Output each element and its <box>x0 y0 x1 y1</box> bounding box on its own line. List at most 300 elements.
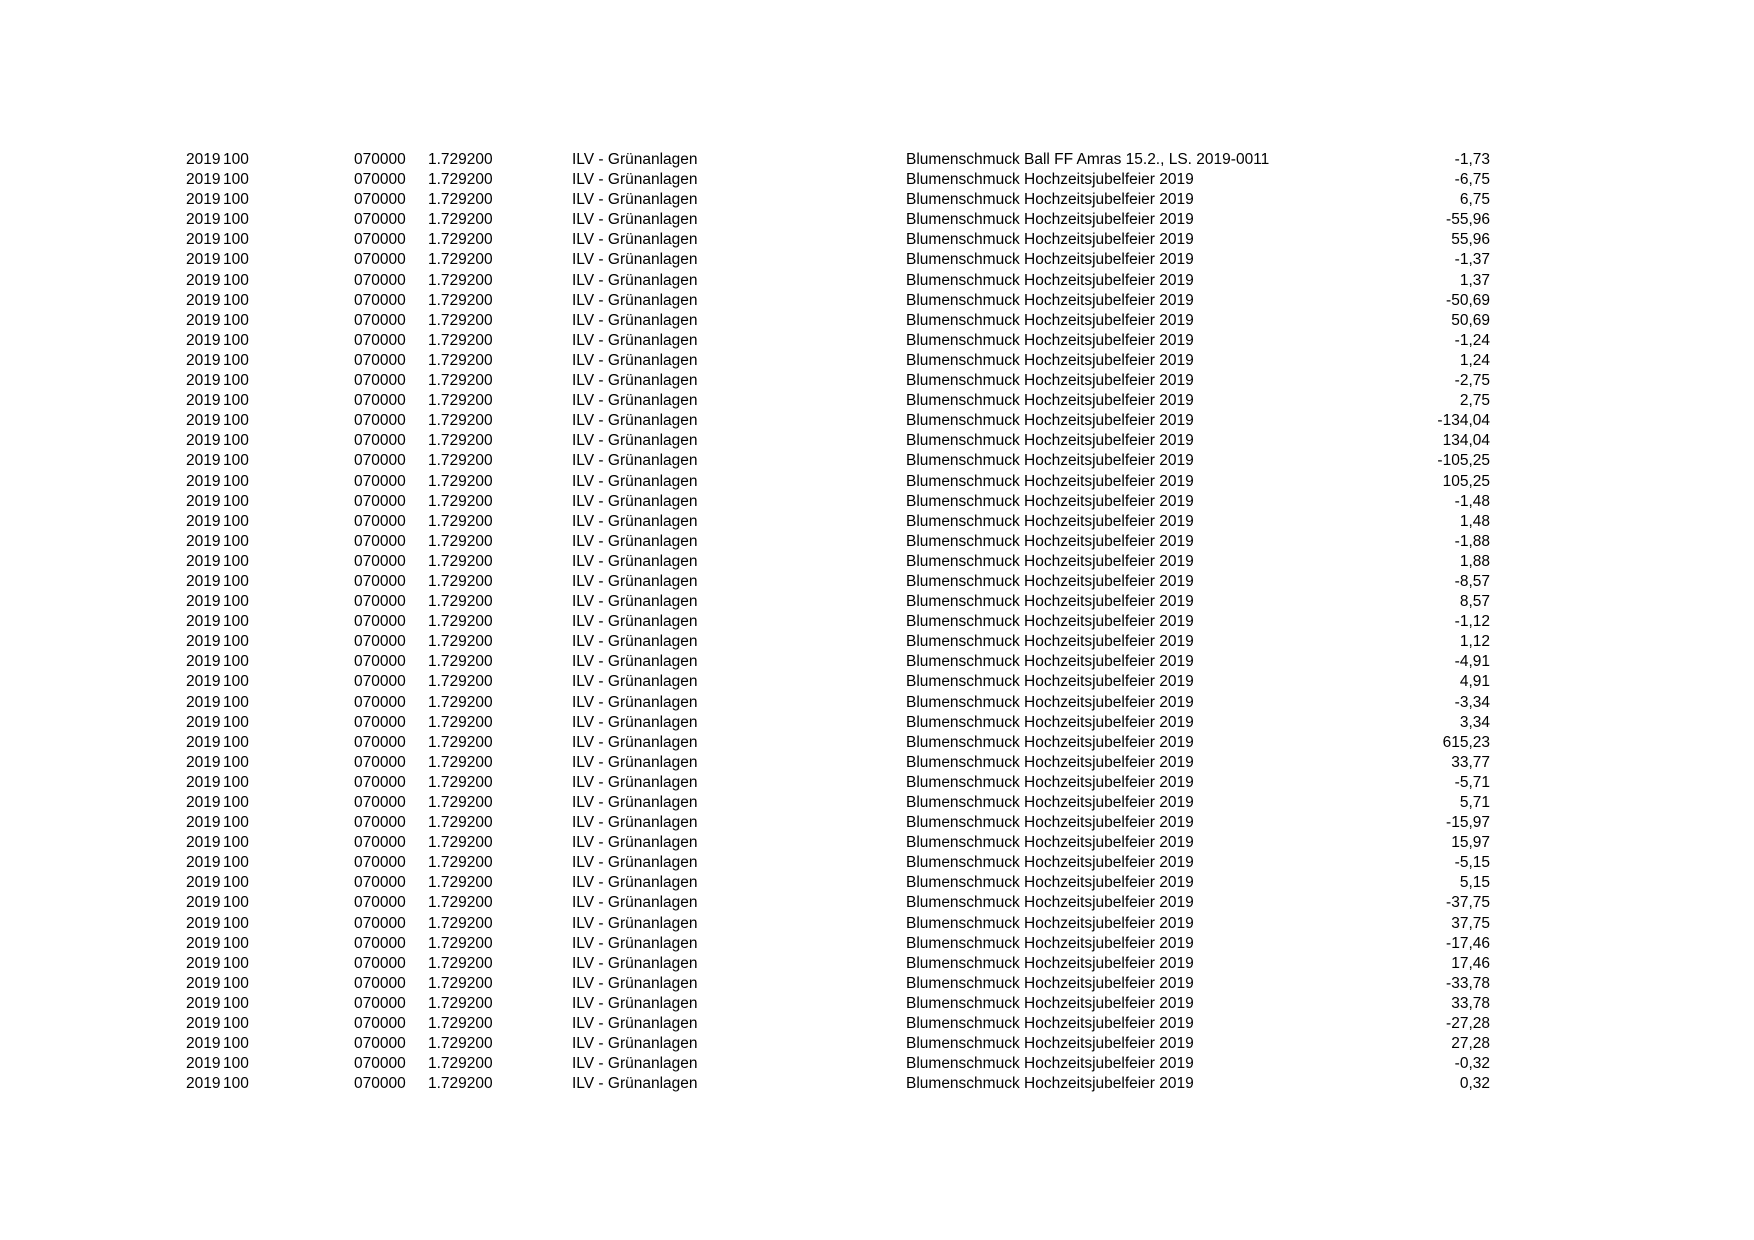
row-account: 1.729200 <box>428 633 493 651</box>
row-code: 100 <box>223 894 249 912</box>
row-year: 2019 <box>186 814 221 832</box>
row-description: Blumenschmuck Hochzeitsjubelfeier 2019 <box>906 914 1194 932</box>
row-category: ILV - Grünanlagen <box>572 351 698 369</box>
row-cost-center: 070000 <box>354 834 406 852</box>
row-amount: 6,75 <box>1459 191 1490 209</box>
row-description: Blumenschmuck Ball FF Amras 15.2., LS. 2019-0011 <box>906 151 1270 168</box>
row-year: 2019 <box>186 351 221 369</box>
row-description: Blumenschmuck Hochzeitsjubelfeier 2019 <box>906 593 1194 611</box>
row-amount: -1,37 <box>1454 251 1490 269</box>
row-amount: 50,69 <box>1451 311 1490 329</box>
row-category: ILV - Grünanlagen <box>572 171 698 189</box>
row-category: ILV - Grünanlagen <box>572 693 698 711</box>
row-cost-center: 070000 <box>354 552 406 570</box>
row-year: 2019 <box>186 512 221 530</box>
row-year: 2019 <box>186 452 221 470</box>
row-account: 1.729200 <box>428 1075 493 1093</box>
row-cost-center: 070000 <box>354 231 406 249</box>
table-row <box>0 833 1754 853</box>
row-cost-center: 070000 <box>354 492 406 510</box>
row-account: 1.729200 <box>428 733 493 751</box>
row-category: ILV - Grünanlagen <box>572 914 698 932</box>
row-amount: 1,24 <box>1459 351 1490 369</box>
row-amount: -17,46 <box>1446 934 1490 952</box>
row-year: 2019 <box>186 693 221 711</box>
row-cost-center: 070000 <box>354 814 406 832</box>
row-category: ILV - Grünanlagen <box>572 372 698 390</box>
table-row <box>0 632 1754 652</box>
table-row <box>0 1034 1754 1054</box>
row-amount: -6,75 <box>1454 171 1490 189</box>
row-account: 1.729200 <box>428 673 493 691</box>
row-year: 2019 <box>186 1075 221 1093</box>
row-year: 2019 <box>186 713 221 731</box>
row-amount: -5,71 <box>1454 773 1490 791</box>
row-code: 100 <box>223 633 249 651</box>
table-row <box>0 291 1754 311</box>
row-year: 2019 <box>186 532 221 550</box>
row-code: 100 <box>223 532 249 550</box>
table-row <box>0 472 1754 492</box>
row-category: ILV - Grünanlagen <box>572 753 698 771</box>
row-account: 1.729200 <box>428 271 493 289</box>
row-description: Blumenschmuck Hochzeitsjubelfeier 2019 <box>906 351 1194 369</box>
row-category: ILV - Grünanlagen <box>572 713 698 731</box>
row-account: 1.729200 <box>428 854 493 872</box>
row-amount: 37,75 <box>1451 914 1490 932</box>
row-description: Blumenschmuck Hochzeitsjubelfeier 2019 <box>906 693 1194 711</box>
table-row <box>0 532 1754 552</box>
row-amount: 33,78 <box>1451 994 1490 1012</box>
row-year: 2019 <box>186 392 221 410</box>
row-account: 1.729200 <box>428 251 493 269</box>
row-category: ILV - Grünanlagen <box>572 834 698 852</box>
row-amount: 5,15 <box>1459 874 1490 892</box>
row-year: 2019 <box>186 1035 221 1053</box>
row-cost-center: 070000 <box>354 351 406 369</box>
row-year: 2019 <box>186 954 221 972</box>
row-category: ILV - Grünanlagen <box>572 532 698 550</box>
row-account: 1.729200 <box>428 151 493 168</box>
table-row <box>0 271 1754 291</box>
row-account: 1.729200 <box>428 372 493 390</box>
table-row <box>0 1014 1754 1034</box>
table-row <box>0 994 1754 1014</box>
row-description: Blumenschmuck Hochzeitsjubelfeier 2019 <box>906 231 1194 249</box>
row-description: Blumenschmuck Hochzeitsjubelfeier 2019 <box>906 753 1194 771</box>
row-amount: 33,77 <box>1451 753 1490 771</box>
row-amount: 1,12 <box>1459 633 1490 651</box>
row-cost-center: 070000 <box>354 452 406 470</box>
row-description: Blumenschmuck Hochzeitsjubelfeier 2019 <box>906 171 1194 189</box>
row-year: 2019 <box>186 994 221 1012</box>
table-row <box>0 954 1754 974</box>
row-year: 2019 <box>186 171 221 189</box>
row-account: 1.729200 <box>428 974 493 992</box>
row-amount: 134,04 <box>1442 432 1490 450</box>
row-code: 100 <box>223 673 249 691</box>
row-category: ILV - Grünanlagen <box>572 673 698 691</box>
row-year: 2019 <box>186 733 221 751</box>
row-year: 2019 <box>186 412 221 430</box>
row-code: 100 <box>223 351 249 369</box>
row-code: 100 <box>223 251 249 269</box>
row-cost-center: 070000 <box>354 613 406 631</box>
row-amount: 55,96 <box>1451 231 1490 249</box>
table-row <box>0 813 1754 833</box>
row-code: 100 <box>223 994 249 1012</box>
row-code: 100 <box>223 171 249 189</box>
row-code: 100 <box>223 653 249 671</box>
row-code: 100 <box>223 432 249 450</box>
row-code: 100 <box>223 854 249 872</box>
row-year: 2019 <box>186 291 221 309</box>
row-category: ILV - Grünanlagen <box>572 492 698 510</box>
row-cost-center: 070000 <box>354 994 406 1012</box>
row-amount: 1,48 <box>1459 512 1490 530</box>
row-cost-center: 070000 <box>354 693 406 711</box>
row-description: Blumenschmuck Hochzeitsjubelfeier 2019 <box>906 794 1194 811</box>
row-category: ILV - Grünanlagen <box>572 452 698 470</box>
row-year: 2019 <box>186 251 221 269</box>
row-account: 1.729200 <box>428 874 493 892</box>
row-cost-center: 070000 <box>354 191 406 209</box>
row-cost-center: 070000 <box>354 472 406 490</box>
row-account: 1.729200 <box>428 934 493 952</box>
row-amount: -105,25 <box>1437 452 1490 470</box>
table-row <box>0 592 1754 612</box>
row-code: 100 <box>223 472 249 490</box>
row-category: ILV - Grünanlagen <box>572 271 698 289</box>
row-category: ILV - Grünanlagen <box>572 1055 698 1073</box>
table-row <box>0 431 1754 451</box>
table-row <box>0 914 1754 934</box>
row-category: ILV - Grünanlagen <box>572 291 698 309</box>
row-code: 100 <box>223 151 249 168</box>
row-cost-center: 070000 <box>354 794 406 811</box>
row-year: 2019 <box>186 492 221 510</box>
row-amount: -1,88 <box>1454 532 1490 550</box>
row-category: ILV - Grünanlagen <box>572 894 698 912</box>
table-row <box>0 210 1754 230</box>
row-amount: -2,75 <box>1454 372 1490 390</box>
row-year: 2019 <box>186 151 221 168</box>
row-cost-center: 070000 <box>354 673 406 691</box>
row-description: Blumenschmuck Hochzeitsjubelfeier 2019 <box>906 1075 1194 1093</box>
table-row <box>0 934 1754 954</box>
row-account: 1.729200 <box>428 512 493 530</box>
row-description: Blumenschmuck Hochzeitsjubelfeier 2019 <box>906 191 1194 209</box>
row-category: ILV - Grünanlagen <box>572 412 698 430</box>
row-amount: -1,73 <box>1454 151 1490 168</box>
row-description: Blumenschmuck Hochzeitsjubelfeier 2019 <box>906 733 1194 751</box>
row-cost-center: 070000 <box>354 713 406 731</box>
row-cost-center: 070000 <box>354 733 406 751</box>
row-category: ILV - Grünanlagen <box>572 472 698 490</box>
row-amount: -50,69 <box>1446 291 1490 309</box>
row-amount: -15,97 <box>1446 814 1490 832</box>
table-row <box>0 853 1754 873</box>
row-amount: 8,57 <box>1459 593 1490 611</box>
row-code: 100 <box>223 311 249 329</box>
row-cost-center: 070000 <box>354 974 406 992</box>
table-row <box>0 552 1754 572</box>
row-account: 1.729200 <box>428 452 493 470</box>
row-description: Blumenschmuck Hochzeitsjubelfeier 2019 <box>906 311 1194 329</box>
row-year: 2019 <box>186 673 221 691</box>
row-description: Blumenschmuck Hochzeitsjubelfeier 2019 <box>906 512 1194 530</box>
row-description: Blumenschmuck Hochzeitsjubelfeier 2019 <box>906 432 1194 450</box>
row-account: 1.729200 <box>428 693 493 711</box>
table-row <box>0 672 1754 692</box>
row-code: 100 <box>223 874 249 892</box>
row-account: 1.729200 <box>428 914 493 932</box>
row-code: 100 <box>223 613 249 631</box>
row-description: Blumenschmuck Hochzeitsjubelfeier 2019 <box>906 472 1194 490</box>
row-category: ILV - Grünanlagen <box>572 994 698 1012</box>
row-description: Blumenschmuck Hochzeitsjubelfeier 2019 <box>906 271 1194 289</box>
row-description: Blumenschmuck Hochzeitsjubelfeier 2019 <box>906 673 1194 691</box>
row-amount: -3,34 <box>1454 693 1490 711</box>
row-account: 1.729200 <box>428 773 493 791</box>
row-account: 1.729200 <box>428 291 493 309</box>
row-amount: -1,24 <box>1454 331 1490 349</box>
row-account: 1.729200 <box>428 994 493 1012</box>
row-amount: -27,28 <box>1446 1015 1490 1033</box>
row-amount: 5,71 <box>1459 794 1490 811</box>
row-account: 1.729200 <box>428 552 493 570</box>
row-cost-center: 070000 <box>354 211 406 229</box>
table-row <box>0 150 1754 170</box>
row-code: 100 <box>223 291 249 309</box>
row-cost-center: 070000 <box>354 1055 406 1073</box>
table-row <box>0 753 1754 773</box>
row-category: ILV - Grünanlagen <box>572 874 698 892</box>
row-category: ILV - Grünanlagen <box>572 954 698 972</box>
row-account: 1.729200 <box>428 532 493 550</box>
row-description: Blumenschmuck Hochzeitsjubelfeier 2019 <box>906 331 1194 349</box>
row-code: 100 <box>223 572 249 590</box>
row-year: 2019 <box>186 854 221 872</box>
row-cost-center: 070000 <box>354 291 406 309</box>
row-account: 1.729200 <box>428 1035 493 1053</box>
row-category: ILV - Grünanlagen <box>572 814 698 832</box>
table-row <box>0 793 1754 813</box>
table-row <box>0 1074 1754 1094</box>
row-amount: -8,57 <box>1454 572 1490 590</box>
table-row <box>0 411 1754 431</box>
row-cost-center: 070000 <box>354 1075 406 1093</box>
row-code: 100 <box>223 412 249 430</box>
row-cost-center: 070000 <box>354 171 406 189</box>
row-description: Blumenschmuck Hochzeitsjubelfeier 2019 <box>906 291 1194 309</box>
row-account: 1.729200 <box>428 753 493 771</box>
row-year: 2019 <box>186 874 221 892</box>
row-cost-center: 070000 <box>354 593 406 611</box>
table-row <box>0 773 1754 793</box>
table-row <box>0 371 1754 391</box>
table-row <box>0 693 1754 713</box>
row-year: 2019 <box>186 572 221 590</box>
row-category: ILV - Grünanlagen <box>572 392 698 410</box>
row-account: 1.729200 <box>428 713 493 731</box>
row-category: ILV - Grünanlagen <box>572 633 698 651</box>
row-account: 1.729200 <box>428 653 493 671</box>
row-code: 100 <box>223 191 249 209</box>
row-code: 100 <box>223 1015 249 1033</box>
row-account: 1.729200 <box>428 331 493 349</box>
table-row <box>0 391 1754 411</box>
row-description: Blumenschmuck Hochzeitsjubelfeier 2019 <box>906 211 1194 229</box>
row-code: 100 <box>223 713 249 731</box>
row-code: 100 <box>223 773 249 791</box>
row-description: Blumenschmuck Hochzeitsjubelfeier 2019 <box>906 552 1194 570</box>
row-code: 100 <box>223 1075 249 1093</box>
row-description: Blumenschmuck Hochzeitsjubelfeier 2019 <box>906 874 1194 892</box>
row-year: 2019 <box>186 894 221 912</box>
row-year: 2019 <box>186 1055 221 1073</box>
row-year: 2019 <box>186 271 221 289</box>
row-account: 1.729200 <box>428 351 493 369</box>
row-account: 1.729200 <box>428 572 493 590</box>
row-cost-center: 070000 <box>354 311 406 329</box>
row-cost-center: 070000 <box>354 633 406 651</box>
row-year: 2019 <box>186 834 221 852</box>
ledger-table <box>0 150 1754 1094</box>
row-category: ILV - Grünanlagen <box>572 432 698 450</box>
table-row <box>0 492 1754 512</box>
row-account: 1.729200 <box>428 432 493 450</box>
row-amount: -1,12 <box>1454 613 1490 631</box>
row-code: 100 <box>223 331 249 349</box>
row-cost-center: 070000 <box>354 572 406 590</box>
row-category: ILV - Grünanlagen <box>572 331 698 349</box>
row-category: ILV - Grünanlagen <box>572 934 698 952</box>
row-category: ILV - Grünanlagen <box>572 733 698 751</box>
row-description: Blumenschmuck Hochzeitsjubelfeier 2019 <box>906 633 1194 651</box>
row-cost-center: 070000 <box>354 773 406 791</box>
row-code: 100 <box>223 1055 249 1073</box>
table-row <box>0 873 1754 893</box>
row-cost-center: 070000 <box>354 412 406 430</box>
table-row <box>0 351 1754 371</box>
row-amount: 0,32 <box>1459 1075 1490 1093</box>
row-cost-center: 070000 <box>354 753 406 771</box>
row-category: ILV - Grünanlagen <box>572 512 698 530</box>
row-year: 2019 <box>186 633 221 651</box>
row-description: Blumenschmuck Hochzeitsjubelfeier 2019 <box>906 854 1194 872</box>
row-year: 2019 <box>186 653 221 671</box>
row-category: ILV - Grünanlagen <box>572 854 698 872</box>
row-cost-center: 070000 <box>354 934 406 952</box>
row-category: ILV - Grünanlagen <box>572 552 698 570</box>
row-category: ILV - Grünanlagen <box>572 1075 698 1093</box>
row-category: ILV - Grünanlagen <box>572 191 698 209</box>
row-description: Blumenschmuck Hochzeitsjubelfeier 2019 <box>906 954 1194 972</box>
row-code: 100 <box>223 271 249 289</box>
row-code: 100 <box>223 914 249 932</box>
row-year: 2019 <box>186 934 221 952</box>
row-account: 1.729200 <box>428 211 493 229</box>
row-cost-center: 070000 <box>354 653 406 671</box>
row-category: ILV - Grünanlagen <box>572 311 698 329</box>
table-row <box>0 652 1754 672</box>
row-code: 100 <box>223 733 249 751</box>
row-category: ILV - Grünanlagen <box>572 794 698 811</box>
row-category: ILV - Grünanlagen <box>572 974 698 992</box>
row-year: 2019 <box>186 613 221 631</box>
row-description: Blumenschmuck Hochzeitsjubelfeier 2019 <box>906 834 1194 852</box>
row-code: 100 <box>223 834 249 852</box>
row-description: Blumenschmuck Hochzeitsjubelfeier 2019 <box>906 713 1194 731</box>
row-code: 100 <box>223 934 249 952</box>
row-code: 100 <box>223 512 249 530</box>
row-cost-center: 070000 <box>354 251 406 269</box>
row-code: 100 <box>223 954 249 972</box>
row-year: 2019 <box>186 231 221 249</box>
row-code: 100 <box>223 211 249 229</box>
row-account: 1.729200 <box>428 1055 493 1073</box>
table-row <box>0 451 1754 471</box>
row-description: Blumenschmuck Hochzeitsjubelfeier 2019 <box>906 974 1194 992</box>
row-account: 1.729200 <box>428 392 493 410</box>
row-account: 1.729200 <box>428 834 493 852</box>
row-amount: 4,91 <box>1459 673 1490 691</box>
row-amount: 105,25 <box>1442 472 1490 490</box>
row-description: Blumenschmuck Hochzeitsjubelfeier 2019 <box>906 372 1194 390</box>
row-description: Blumenschmuck Hochzeitsjubelfeier 2019 <box>906 1035 1194 1053</box>
row-description: Blumenschmuck Hochzeitsjubelfeier 2019 <box>906 392 1194 410</box>
row-description: Blumenschmuck Hochzeitsjubelfeier 2019 <box>906 814 1194 832</box>
row-cost-center: 070000 <box>354 914 406 932</box>
row-year: 2019 <box>186 472 221 490</box>
table-row <box>0 512 1754 532</box>
row-description: Blumenschmuck Hochzeitsjubelfeier 2019 <box>906 1015 1194 1033</box>
row-category: ILV - Grünanlagen <box>572 251 698 269</box>
row-amount: 15,97 <box>1451 834 1490 852</box>
row-account: 1.729200 <box>428 472 493 490</box>
table-row <box>0 572 1754 592</box>
row-account: 1.729200 <box>428 412 493 430</box>
row-amount: 17,46 <box>1451 954 1490 972</box>
table-row <box>0 230 1754 250</box>
row-description: Blumenschmuck Hochzeitsjubelfeier 2019 <box>906 613 1194 631</box>
row-code: 100 <box>223 552 249 570</box>
row-account: 1.729200 <box>428 593 493 611</box>
row-category: ILV - Grünanlagen <box>572 211 698 229</box>
row-amount: -4,91 <box>1454 653 1490 671</box>
row-code: 100 <box>223 974 249 992</box>
row-year: 2019 <box>186 753 221 771</box>
row-category: ILV - Grünanlagen <box>572 1035 698 1053</box>
row-amount: -134,04 <box>1437 412 1490 430</box>
row-cost-center: 070000 <box>354 874 406 892</box>
table-row <box>0 612 1754 632</box>
row-cost-center: 070000 <box>354 512 406 530</box>
row-code: 100 <box>223 392 249 410</box>
row-amount: 615,23 <box>1442 733 1490 751</box>
row-description: Blumenschmuck Hochzeitsjubelfeier 2019 <box>906 572 1194 590</box>
row-cost-center: 070000 <box>354 151 406 168</box>
row-year: 2019 <box>186 773 221 791</box>
row-description: Blumenschmuck Hochzeitsjubelfeier 2019 <box>906 653 1194 671</box>
row-amount: 1,37 <box>1459 271 1490 289</box>
table-row <box>0 974 1754 994</box>
row-account: 1.729200 <box>428 191 493 209</box>
row-year: 2019 <box>186 593 221 611</box>
row-description: Blumenschmuck Hochzeitsjubelfeier 2019 <box>906 251 1194 269</box>
row-cost-center: 070000 <box>354 854 406 872</box>
